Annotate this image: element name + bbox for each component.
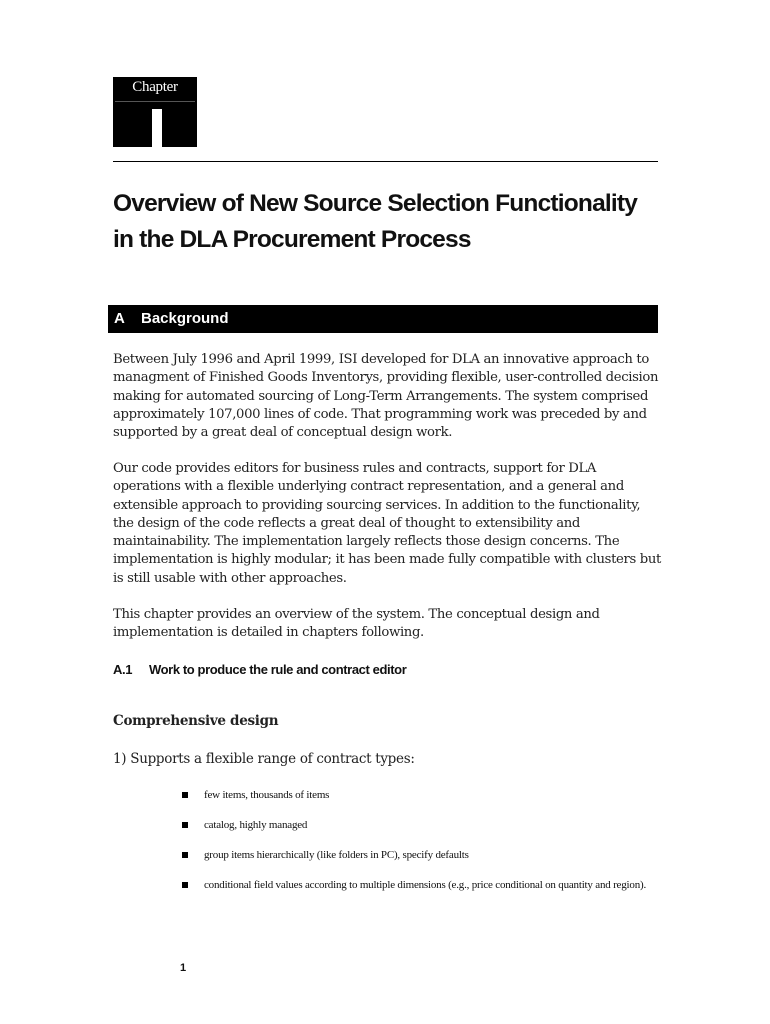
section-heading-bar xyxy=(108,305,658,333)
square-bullet-icon xyxy=(182,822,188,828)
minor-heading: Comprehensive design xyxy=(113,713,279,729)
bullet-list xyxy=(180,787,660,907)
section-title: Background xyxy=(141,310,229,327)
subsection-heading xyxy=(113,662,406,677)
list-item-text: catalog, highly managed xyxy=(204,819,308,831)
subsection-title: Work to produce the rule and contract editor xyxy=(149,662,407,677)
paragraph-1: Between July 1996 and April 1999, ISI developed for DLA an innovative approach to managment of Finished Goods Inventorys, providing flexible, user-controlled decision making for automated sourcing of Long-Term Arrangements. The system comprised approximately 107,000 lines of code. That programming work was preceded by and supported by a great deal of conceptual design work. xyxy=(113,352,659,441)
list-item xyxy=(180,787,660,803)
page-number: 1 xyxy=(180,962,187,974)
paragraph-2: Our code provides editors for business rules and contracts, support for DLA operations with a flexible underlying contract representation, and a general and extensible approach to providing sourcing services. In addition to the functionality, the design of the code reflects a great deal of thought to extensibility and maintainability. The implementation largely reflects those design concerns. The implementation is highly modular; it has been made fully compatible with clusters but is still usable with other approaches. xyxy=(113,461,661,586)
paragraph-3: This chapter provides an overview of the system. The conceptual design and implementation is detailed in chapters following. xyxy=(113,607,600,641)
chapter-number-glyph xyxy=(152,109,162,147)
section-letter: A xyxy=(114,310,125,327)
chapter-title: Overview of New Source Selection Functionality in the DLA Procurement Process xyxy=(113,190,638,253)
chapter-badge xyxy=(113,77,197,147)
header-rule xyxy=(113,161,658,162)
list-item xyxy=(180,877,660,893)
list-item-text: conditional field values according to multiple dimensions (e.g., price conditional on quantity and region). xyxy=(204,879,647,891)
list-intro: 1) Supports a flexible range of contract types: xyxy=(113,751,415,767)
list-item-text: few items, thousands of items xyxy=(204,789,330,801)
square-bullet-icon xyxy=(182,792,188,798)
list-item-text: group items hierarchically (like folders in PC), specify defaults xyxy=(204,849,469,861)
square-bullet-icon xyxy=(182,882,188,888)
list-item xyxy=(180,817,660,833)
chapter-label: Chapter xyxy=(132,79,178,95)
chapter-badge-divider xyxy=(115,101,195,102)
square-bullet-icon xyxy=(182,852,188,858)
subsection-number: A.1 xyxy=(113,662,133,677)
list-item xyxy=(180,847,660,863)
